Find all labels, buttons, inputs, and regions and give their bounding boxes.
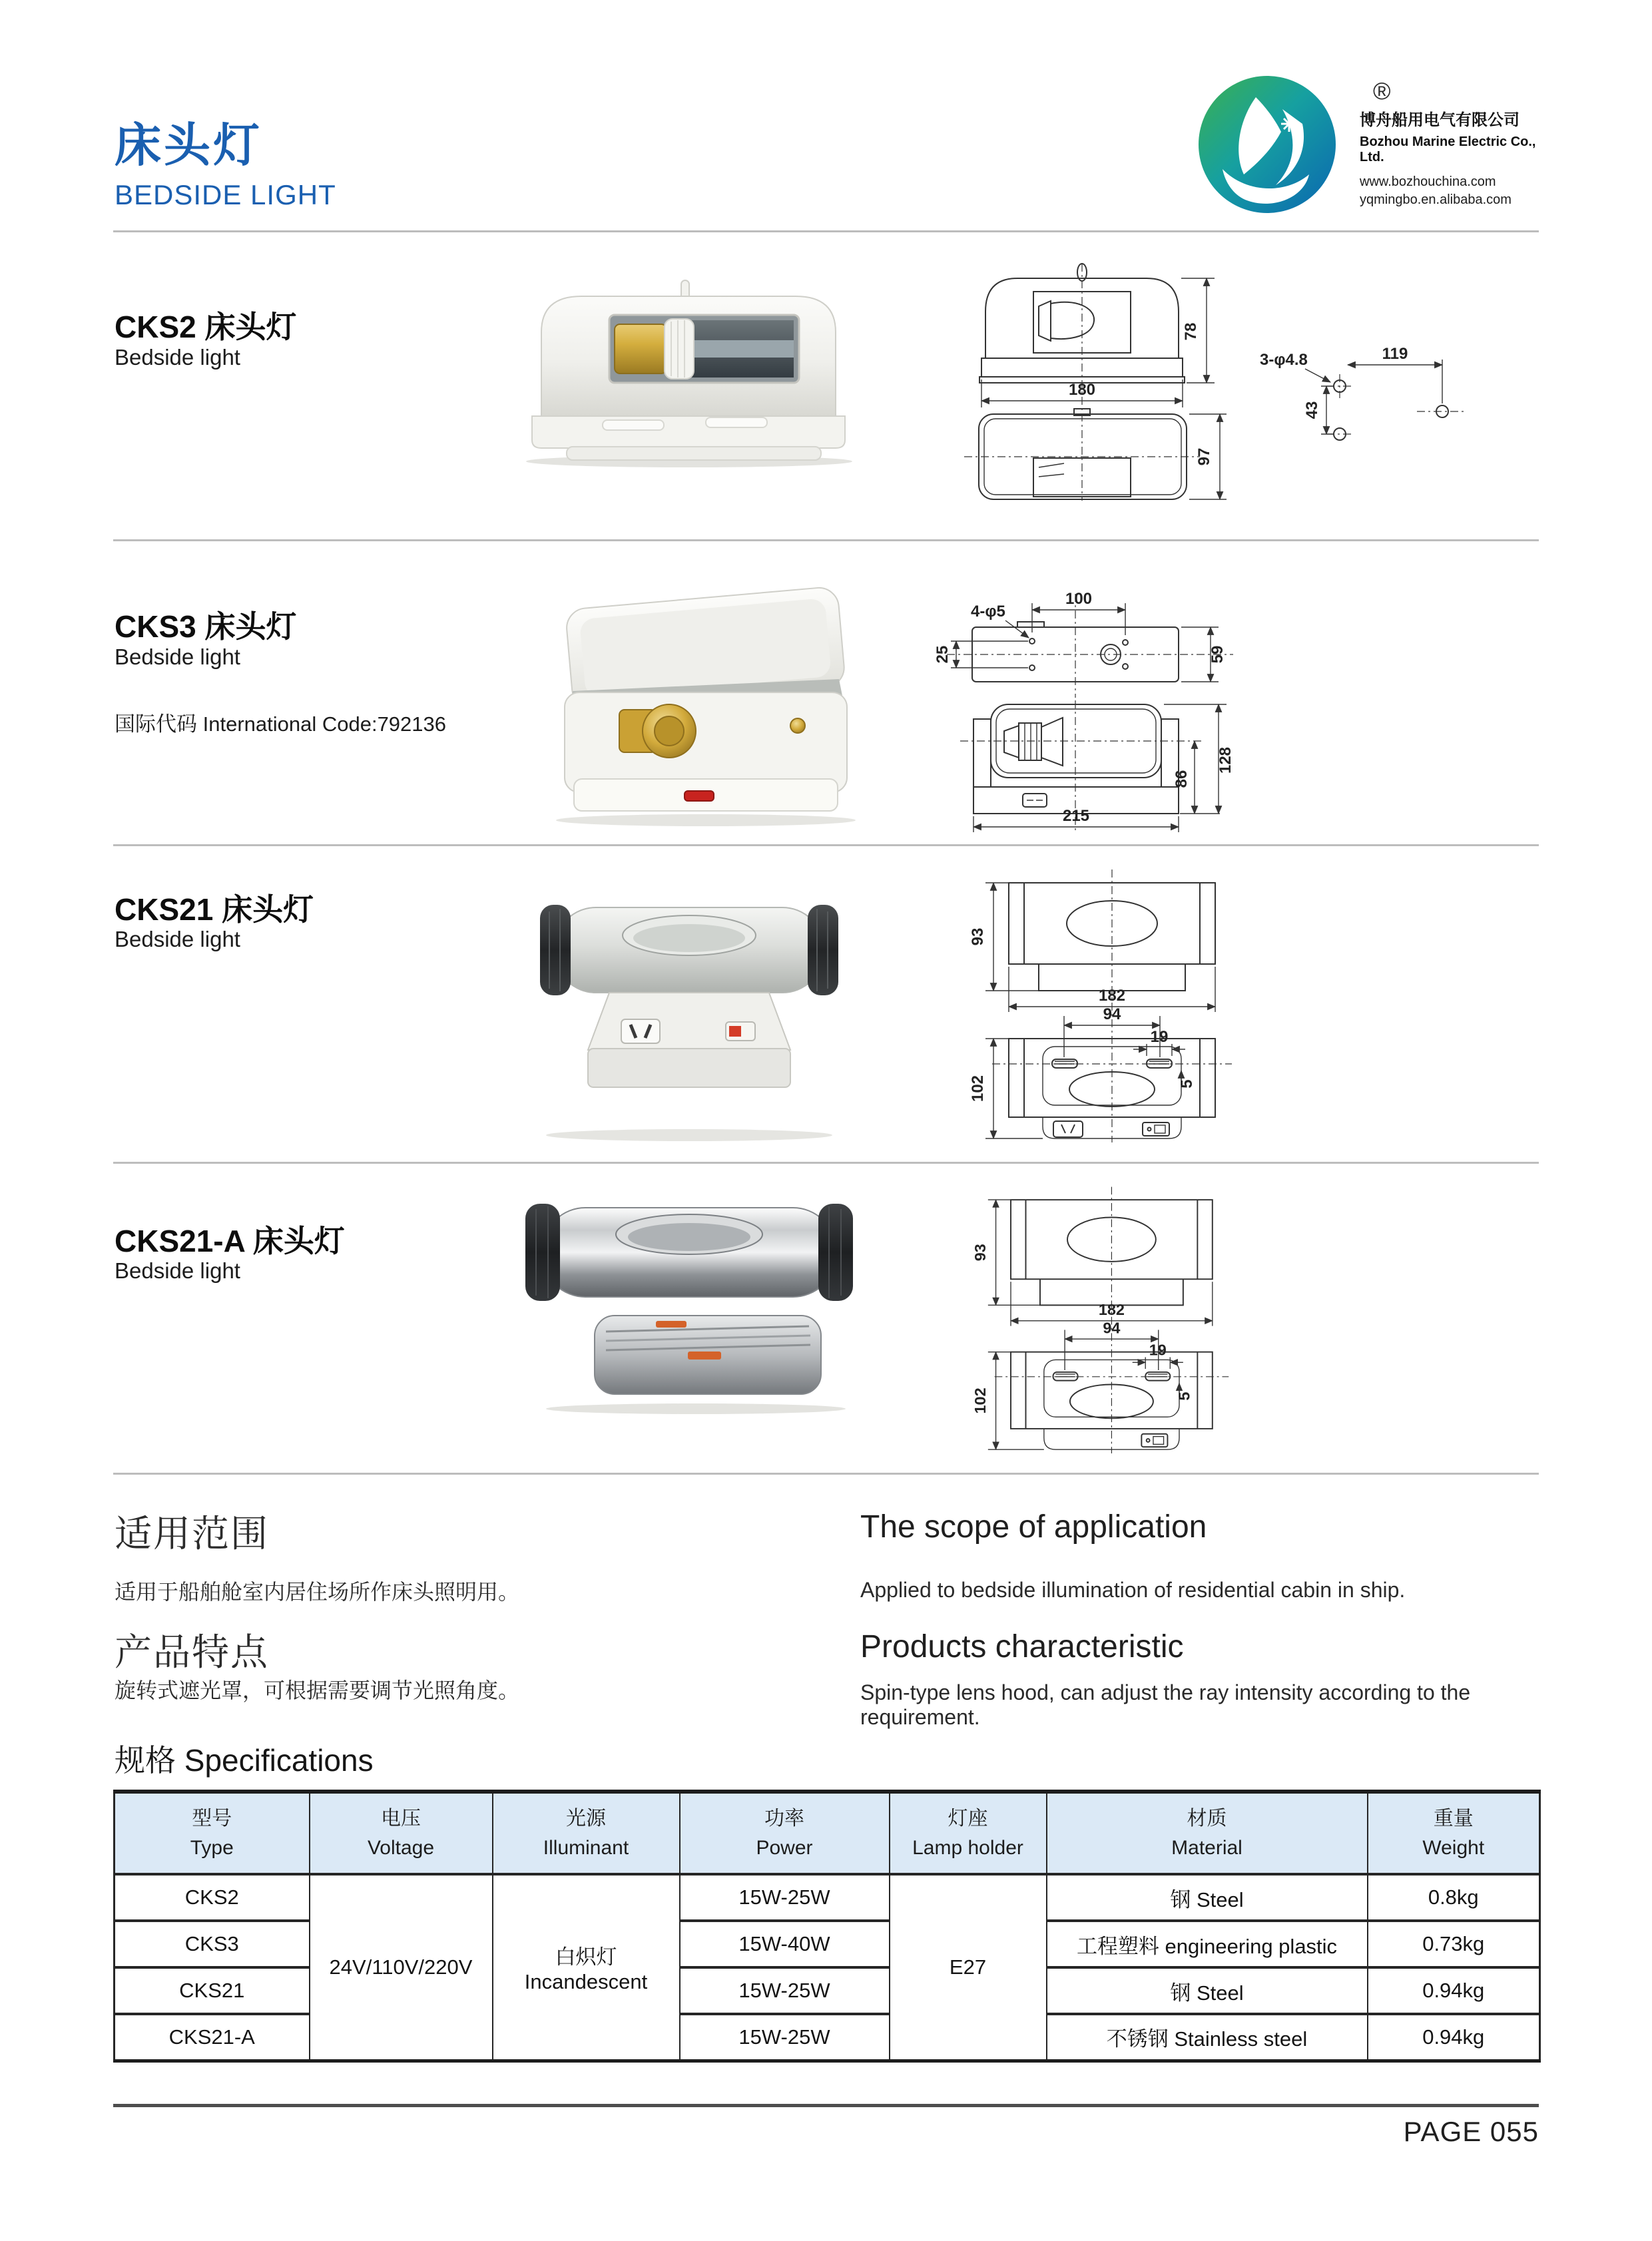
col-header-material: [1047, 1792, 1368, 1874]
col-material-cn: 材质: [1187, 1808, 1227, 1830]
company-name-cn: 博舟船用电气有限公司: [1360, 111, 1519, 129]
cell-material: 钢 Steel: [1047, 1967, 1368, 2014]
cks2-dim-height-front: 97: [1195, 447, 1213, 466]
section-divider-3: [113, 1162, 1539, 1164]
col-header-weight: [1368, 1792, 1540, 1874]
cks21-dimension-drawing: [952, 858, 1239, 1144]
col-illuminant-cn: 光源: [566, 1808, 606, 1830]
cks3-dim-h-total: 128: [1217, 746, 1235, 774]
cks2-dim-span: 119: [1382, 345, 1408, 363]
specifications-table: [113, 1790, 1541, 2063]
cks21-dim-slot-offset: 5: [1178, 1079, 1196, 1089]
cks2-dim-width: 180: [1068, 381, 1096, 399]
illuminant-cn: 白炽灯: [555, 1945, 617, 1969]
cks21a-dim-slot: 19: [1149, 1341, 1167, 1359]
cell-weight: 0.94kg: [1368, 1967, 1540, 2014]
section-divider-4: [113, 1473, 1539, 1475]
col-holder-en: Lamp holder: [912, 1836, 1023, 1859]
cell-type: CKS21-A: [115, 2014, 310, 2061]
footer-divider: [113, 2104, 1539, 2107]
cks2-subtitle: Bedside light: [115, 345, 240, 370]
col-voltage-cn: 电压: [381, 1808, 421, 1830]
cell-material: 不锈钢 Stainless steel: [1047, 2014, 1368, 2061]
cks21a-title: CKS21-A 床头灯: [115, 1224, 345, 1258]
cks3-dim-height-top: 59: [1209, 645, 1227, 664]
cell-power: 15W-25W: [680, 1874, 890, 1921]
page-number: PAGE 055: [1403, 2116, 1539, 2147]
cks3-title: CKS3 床头灯: [115, 609, 297, 644]
cks21a-product-photo: [516, 1190, 862, 1417]
col-type-cn: 型号: [192, 1808, 232, 1830]
company-alibaba-url: yqmingbo.en.alibaba.com: [1360, 192, 1512, 207]
characteristic-title-en: Products characteristic: [860, 1629, 1184, 1664]
cks2-dim-holes: 3-φ4.8: [1260, 351, 1308, 369]
col-voltage-en: Voltage: [367, 1836, 435, 1859]
cks21a-dim-slot-offset: 5: [1175, 1391, 1193, 1401]
col-weight-en: Weight: [1422, 1836, 1485, 1859]
cks21a-dim-width: 182: [1098, 1301, 1125, 1318]
cell-weight: 0.94kg: [1368, 2014, 1540, 2061]
cks3-dimension-drawing: [932, 566, 1278, 836]
cks3-subtitle: Bedside light: [115, 644, 240, 669]
characteristic-title-cn: 产品特点: [115, 1631, 269, 1673]
header-divider: [113, 230, 1539, 232]
application-title-en: The scope of application: [860, 1509, 1207, 1545]
cell-weight: 0.8kg: [1368, 1874, 1540, 1921]
page-title-cn: 床头灯: [115, 119, 262, 171]
spec-header-row: [115, 1792, 1540, 1874]
cks21-title: CKS21 床头灯: [115, 892, 314, 927]
cks2-product-photo: [503, 276, 872, 469]
cell-power: 15W-25W: [680, 2014, 890, 2061]
col-power-en: Power: [756, 1836, 813, 1859]
application-text-en: Applied to bedside illumination of residential cabin in ship.: [860, 1578, 1406, 1602]
company-name-en: Bozhou Marine Electric Co., Ltd.: [1360, 134, 1536, 164]
col-header-type: [115, 1792, 310, 1874]
cks21a-dim-height-top: 93: [971, 1244, 989, 1262]
application-title-cn: 适用范围: [115, 1513, 269, 1555]
cks21-product-photo: [529, 882, 849, 1145]
cks3-international-code: 国际代码 International Code:792136: [115, 712, 447, 736]
cell-material: 钢 Steel: [1047, 1874, 1368, 1921]
col-material-en: Material: [1171, 1836, 1242, 1859]
cks3-dim-holes: 4-φ5: [971, 603, 1005, 621]
cks21a-dim-span: 94: [1103, 1319, 1121, 1337]
col-header-power: [680, 1792, 890, 1874]
col-weight-cn: 重量: [1433, 1808, 1474, 1830]
cell-voltage-merged: 24V/110V/220V: [310, 1874, 493, 2061]
cks2-dimension-drawing: [959, 260, 1468, 503]
application-text-cn: 适用于船舶舱室内居住场所作床头照明用。: [115, 1580, 520, 1604]
cks3-dim-span: 100: [1065, 590, 1093, 608]
page-title-en: BEDSIDE LIGHT: [115, 179, 336, 210]
illuminant-en: Incandescent: [524, 1970, 648, 1994]
cks2-dim-height-side: 78: [1182, 322, 1200, 341]
page-title-block: [115, 108, 336, 211]
characteristic-text-cn: 旋转式遮光罩，可根据需要调节光照角度。: [115, 1678, 520, 1702]
cks2-title: CKS2 床头灯: [115, 310, 297, 344]
company-website-url: www.bozhouchina.com: [1360, 174, 1496, 189]
cks21-dim-height-front: 102: [969, 1075, 987, 1103]
col-type-en: Type: [190, 1836, 234, 1859]
cks2-dim-offset: 43: [1303, 401, 1321, 419]
specifications-heading: 规格 Specifications: [115, 1743, 374, 1778]
col-holder-cn: 灯座: [948, 1808, 988, 1830]
characteristic-text-en: Spin-type lens hood, can adjust the ray intensity according to the requirement.: [860, 1680, 1471, 1729]
col-header-voltage: [310, 1792, 493, 1874]
cks21-dim-slot: 19: [1150, 1028, 1169, 1046]
cell-lamp-holder-merged: E27: [890, 1874, 1047, 2061]
section-divider-1: [113, 539, 1539, 541]
cell-illuminant-merged: [493, 1874, 680, 2061]
cell-type: CKS21: [115, 1967, 310, 2014]
cks21-dim-height-top: 93: [969, 927, 987, 946]
col-power-cn: 功率: [764, 1808, 804, 1830]
company-info-block: [1360, 107, 1553, 208]
col-header-lamp-holder: [890, 1792, 1047, 1874]
cks21a-dimension-drawing: [952, 1175, 1239, 1455]
col-header-illuminant: [493, 1792, 680, 1874]
cks3-dim-offset: 25: [934, 645, 952, 664]
cks21-subtitle: Bedside light: [115, 927, 240, 951]
cell-weight: 0.73kg: [1368, 1921, 1540, 1967]
cks3-dim-h-center: 86: [1173, 770, 1191, 788]
section-divider-2: [113, 844, 1539, 846]
cks3-product-photo: [533, 579, 879, 832]
company-logo-sailboat-icon: [1197, 75, 1337, 214]
cks21a-dim-height-front: 102: [971, 1387, 989, 1414]
cell-type: CKS3: [115, 1921, 310, 1967]
table-row: [115, 1874, 1540, 1921]
cks21-dim-span: 94: [1103, 1005, 1121, 1023]
cell-power: 15W-40W: [680, 1921, 890, 1967]
cell-type: CKS2: [115, 1874, 310, 1921]
registered-trademark-mark: ®: [1373, 77, 1391, 105]
cks3-dim-width: 215: [1062, 807, 1090, 825]
cell-power: 15W-25W: [680, 1967, 890, 2014]
cks21-dim-width: 182: [1098, 987, 1126, 1005]
cell-material: 工程塑料 engineering plastic: [1047, 1921, 1368, 1967]
cks21a-subtitle: Bedside light: [115, 1258, 240, 1283]
col-illuminant-en: Illuminant: [543, 1836, 629, 1859]
